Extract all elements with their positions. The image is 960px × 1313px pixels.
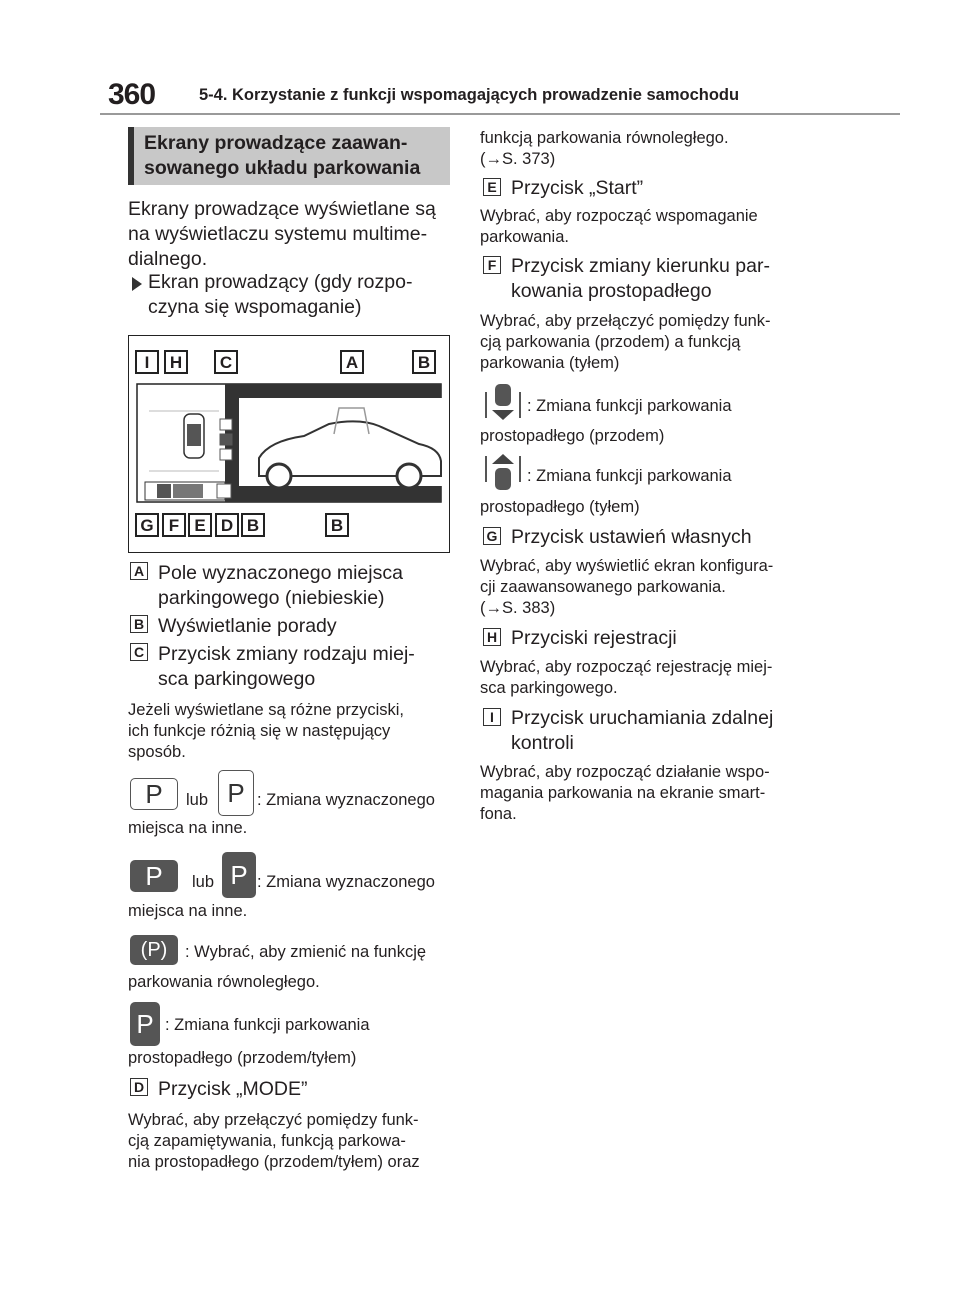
parallel-parking-icon: (P) xyxy=(130,935,178,965)
desc-line: parkowania (tyłem) xyxy=(480,354,620,372)
item-C-desc xyxy=(128,700,404,763)
intro-line: na wyświetlaczu systemu multime- xyxy=(128,223,428,245)
item-B: Wyświetlanie porady xyxy=(158,615,337,637)
label-C: C xyxy=(130,643,148,661)
label-F: F xyxy=(483,256,501,274)
subhead-line: czyna się wspomaganie) xyxy=(148,296,362,318)
desc-line: cją zapamiętywania, funkcją parkowa- xyxy=(128,1132,406,1150)
item-line: Przycisk uruchamiania zdalnej xyxy=(511,707,774,729)
item-A xyxy=(158,561,403,611)
p-outline-tall-icon: P xyxy=(218,770,254,816)
c4-cont: prostopadłego (przodem/tyłem) xyxy=(128,1049,357,1067)
callout-H: H xyxy=(164,350,188,374)
page-number: 360 xyxy=(108,78,156,111)
intro-text xyxy=(128,197,436,272)
callout-A: A xyxy=(340,350,364,374)
c1-text: : Zmiana wyznaczonego xyxy=(257,791,435,809)
item-C xyxy=(158,642,415,692)
f2-text: : Zmiana funkcji parkowania xyxy=(527,467,732,485)
item-D: Przycisk „MODE” xyxy=(158,1078,308,1100)
c2-cont: miejsca na inne. xyxy=(128,902,248,920)
forward-parking-icon xyxy=(482,382,524,422)
item-line: sca parkingowego xyxy=(158,668,316,690)
callout-B: B xyxy=(241,513,265,537)
c4-text: : Zmiana funkcji parkowania xyxy=(165,1016,370,1034)
or-text: lub xyxy=(186,791,209,809)
desc-line: sposób. xyxy=(128,743,186,761)
item-G-desc xyxy=(480,556,773,619)
p-filled-icon: P xyxy=(130,860,178,892)
perpendicular-parking-icon: P xyxy=(130,1002,160,1046)
item-line: kontroli xyxy=(511,732,574,754)
item-D-cont xyxy=(480,128,729,170)
chapter-title: 5-4. Korzystanie z funkcji wspomagających prowadzenie samochodu xyxy=(199,86,740,104)
callout-G: G xyxy=(135,513,159,537)
p-outline-icon: P xyxy=(130,778,178,810)
callout-C: C xyxy=(214,350,238,374)
desc-line: Wybrać, aby rozpocząć wspomaganie xyxy=(480,207,758,225)
desc-line: parkowania. xyxy=(480,228,569,246)
section-title-line: sowanego układu parkowania xyxy=(144,157,421,179)
f1-cont: prostopadłego (przodem) xyxy=(480,427,665,445)
reverse-parking-icon xyxy=(482,452,524,492)
c3-cont: parkowania równoległego. xyxy=(128,973,320,991)
subheading xyxy=(148,270,412,320)
item-H-desc xyxy=(480,657,772,699)
label-B: B xyxy=(130,615,148,633)
item-F xyxy=(511,254,770,304)
label-D: D xyxy=(130,1078,148,1096)
desc-line: sca parkingowego. xyxy=(480,679,618,697)
desc-line: ich funkcje różnią się w następujący xyxy=(128,722,391,740)
desc-line: fona. xyxy=(480,805,517,823)
f1-text: : Zmiana funkcji parkowania xyxy=(527,397,732,415)
c1-cont: miejsca na inne. xyxy=(128,819,248,837)
desc-line: Wybrać, aby przełączyć pomiędzy funk- xyxy=(128,1111,419,1129)
label-A: A xyxy=(130,562,148,580)
item-line: parkingowego (niebieskie) xyxy=(158,587,385,609)
p-filled-tall-icon: P xyxy=(222,852,256,898)
label-G: G xyxy=(483,527,501,545)
desc-line: magania parkowania na ekranie smart- xyxy=(480,784,766,802)
item-D-desc xyxy=(128,1110,420,1173)
item-F-desc xyxy=(480,311,771,374)
intro-line: Ekrany prowadzące wyświetlane są xyxy=(128,198,436,220)
item-I xyxy=(511,706,773,756)
section-title-box xyxy=(128,127,450,185)
c2-text: : Zmiana wyznaczonego xyxy=(257,873,435,891)
desc-line: cji zaawansowanego parkowania. xyxy=(480,578,726,596)
intro-line: dialnego. xyxy=(128,248,208,270)
label-I: I xyxy=(483,708,501,726)
subhead-line: Ekran prowadzący (gdy rozpo- xyxy=(148,271,413,293)
desc-line: funkcją parkowania równoległego. xyxy=(480,129,729,147)
guidance-screen-figure xyxy=(128,335,450,553)
item-E-desc xyxy=(480,206,758,248)
callout-B: B xyxy=(412,350,436,374)
item-I-desc xyxy=(480,762,770,825)
item-line: Przycisk zmiany rodzaju miej- xyxy=(158,643,415,665)
section-title-line: Ekrany prowadzące zaawan- xyxy=(144,132,408,154)
desc-line: Wybrać, aby rozpocząć rejestrację miej- xyxy=(480,658,773,676)
desc-line: (→S. 373) xyxy=(480,150,556,168)
item-H: Przyciski rejestracji xyxy=(511,627,677,649)
or-text: lub xyxy=(192,873,215,891)
desc-line: Jeżeli wyświetlane są różne przyciski, xyxy=(128,701,405,719)
item-line: Pole wyznaczonego miejsca xyxy=(158,562,403,584)
label-E: E xyxy=(483,178,501,196)
callout-D: D xyxy=(215,513,239,537)
desc-line: Wybrać, aby rozpocząć działanie wspo- xyxy=(480,763,770,781)
header-rule xyxy=(100,113,900,115)
desc-line: Wybrać, aby wyświetlić ekran konfigura- xyxy=(480,557,774,575)
desc-line: cją parkowania (przodem) a funkcją xyxy=(480,333,741,351)
callout-F: F xyxy=(162,513,186,537)
callout-I: I xyxy=(135,350,159,374)
item-E: Przycisk „Start” xyxy=(511,177,644,199)
c3-text: : Wybrać, aby zmienić na funkcję xyxy=(185,943,427,961)
desc-line: nia prostopadłego (przodem/tyłem) oraz xyxy=(128,1153,420,1171)
item-line: Przycisk zmiany kierunku par- xyxy=(511,255,770,277)
callout-B: B xyxy=(325,513,349,537)
desc-line: Wybrać, aby przełączyć pomiędzy funk- xyxy=(480,312,771,330)
item-line: kowania prostopadłego xyxy=(511,280,712,302)
triangle-bullet-icon xyxy=(132,277,142,291)
callout-E: E xyxy=(188,513,212,537)
desc-line: (→S. 383) xyxy=(480,599,556,617)
f2-cont: prostopadłego (tyłem) xyxy=(480,498,640,516)
item-G: Przycisk ustawień własnych xyxy=(511,526,752,548)
label-H: H xyxy=(483,628,501,646)
